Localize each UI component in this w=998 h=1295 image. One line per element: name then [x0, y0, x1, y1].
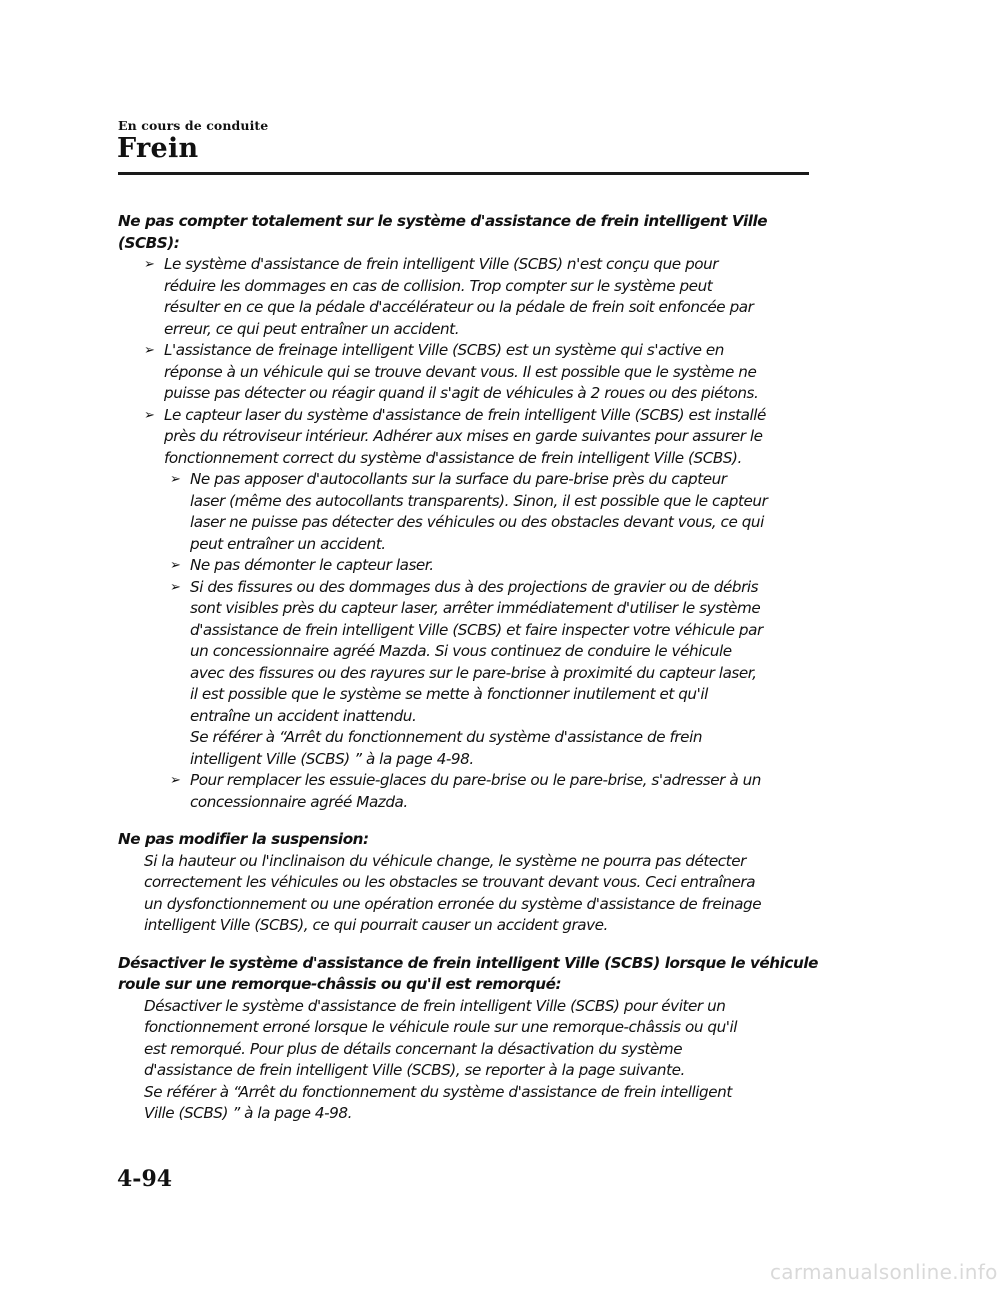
text-line: Désactiver le système d'assistance de frein intelligent Ville (SCBS) pour éviter un	[144, 996, 726, 1015]
text-line: Le capteur laser du système d'assistance de frein intelligent Ville (SCBS) est installé	[164, 405, 766, 424]
sub-bullet-item	[170, 770, 816, 813]
arrow-bullet-icon: ➢	[144, 343, 155, 358]
watermark: carmanualsonline.info	[770, 1260, 998, 1284]
suspension-warning-block	[118, 829, 816, 937]
text-line: L'assistance de freinage intelligent Ville (SCBS) est un système qui s'active en	[164, 341, 724, 359]
heading-line: Ne pas modifier la suspension:	[118, 830, 369, 848]
text-line: Si des fissures ou des dommages dus à des projections de gravier ou de débris	[190, 577, 759, 596]
cross-reference: Se référer à “Arrêt du fonctionnement du système d'assistance de frein	[190, 728, 703, 746]
page-number: 4-94	[117, 1166, 173, 1192]
heading-line: roule sur une remorque-châssis ou qu'il est remorqué:	[118, 975, 562, 993]
heading-line: Ne pas compter totalement sur le système d'assistance de frein intelligent Ville	[118, 212, 768, 230]
bullet-text	[190, 469, 767, 555]
arrow-bullet-icon: ➢	[144, 257, 155, 272]
text-line: entraîne un accident inattendu.	[190, 706, 417, 725]
text-line: Le système d'assistance de frein intelligent Ville (SCBS) n'est conçu que pour	[164, 255, 719, 273]
arrow-bullet-icon: ➢	[170, 773, 181, 788]
heading-line: (SCBS):	[118, 233, 180, 252]
bullet-item	[144, 405, 816, 470]
title-divider	[118, 172, 809, 175]
bullet-item	[144, 254, 816, 340]
trailer-warning-block	[118, 953, 816, 1125]
suspension-warning-heading	[118, 829, 816, 851]
section-label: En cours de conduite	[118, 118, 269, 133]
text-line: sont visibles près du capteur laser, arrêter immédiatement d'utiliser le système	[190, 599, 761, 617]
text-line: Pour remplacer les essuie-glaces du pare-brise ou le pare-brise, s'adresser à un	[190, 771, 761, 789]
warning-body	[118, 211, 816, 1141]
text-line: Si la hauteur ou l'inclinaison du véhicule change, le système ne pourra pas détecter	[144, 851, 746, 870]
bullet-text	[164, 405, 766, 470]
bullet-text	[164, 254, 753, 340]
text-line: laser (même des autocollants transparents). Sinon, il est possible que le capteur	[190, 491, 768, 510]
sub-bullet-item	[170, 469, 816, 555]
arrow-bullet-icon: ➢	[170, 558, 181, 573]
text-line: Ne pas apposer d'autocollants sur la surface du pare-brise près du capteur	[190, 470, 727, 488]
text-line: concessionnaire agréé Mazda.	[190, 792, 408, 811]
suspension-warning-text	[144, 851, 816, 937]
text-line: près du rétroviseur intérieur. Adhérer aux mises en garde suivantes pour assurer le	[164, 427, 763, 445]
text-line: fonctionnement correct du système d'assistance de frein intelligent Ville (SCBS).	[164, 448, 742, 467]
cross-reference: Se référer à “Arrêt du fonctionnement du système d'assistance de frein intelligent	[144, 1082, 732, 1101]
text-line: un concessionnaire agréé Mazda. Si vous continuez de conduire le véhicule	[190, 642, 732, 660]
text-line: est remorqué. Pour plus de détails concernant la désactivation du système	[144, 1039, 683, 1058]
bullet-text	[190, 577, 763, 771]
text-line: d'assistance de frein intelligent Ville (SCBS) et faire inspecter votre véhicule par	[190, 620, 763, 639]
sub-bullet-item	[170, 555, 816, 577]
page-title: Frein	[117, 133, 199, 164]
trailer-warning-text	[144, 996, 816, 1125]
bullet-text	[190, 770, 761, 813]
text-line: intelligent Ville (SCBS), ce qui pourrait causer un accident grave.	[144, 916, 608, 934]
text-line: un dysfonctionnement ou une opération erronée du système d'assistance de freinage	[144, 894, 762, 913]
text-line: il est possible que le système se mette à fonctionner inutilement et qu'il	[190, 685, 708, 703]
text-line: réponse à un véhicule qui se trouve devant vous. Il est possible que le système ne	[164, 362, 757, 381]
text-line: résulter en ce que la pédale d'accélérateur ou la pédale de frein soit enfoncée par	[164, 298, 754, 316]
text-line: correctement les véhicules ou les obstacles se trouvant devant vous. Ceci entraînera	[144, 873, 756, 891]
text-line: d'assistance de frein intelligent Ville (SCBS), se reporter à la page suivante.	[144, 1061, 685, 1079]
text-line: laser ne puisse pas détecter des véhicules ou des obstacles devant vous, ce qui	[190, 513, 764, 531]
scbs-warning-heading	[118, 211, 816, 254]
heading-line: Désactiver le système d'assistance de frein intelligent Ville (SCBS) lorsque le véhicule	[118, 953, 818, 972]
bullet-text	[190, 555, 434, 577]
bullet-item	[144, 340, 816, 405]
arrow-bullet-icon: ➢	[170, 472, 181, 487]
text-line: puisse pas détecter ou réagir quand il s'agit de véhicules à 2 roues ou des piétons.	[164, 384, 759, 402]
text-line: Ne pas démonter le capteur laser.	[190, 556, 434, 574]
text-line: avec des fissures ou des rayures sur le pare-brise à proximité du capteur laser,	[190, 663, 757, 682]
cross-reference: intelligent Ville (SCBS) ” à la page 4-98.	[190, 749, 474, 768]
bullet-text	[164, 340, 758, 405]
text-line: fonctionnement erroné lorsque le véhicule roule sur une remorque-châssis ou qu'il	[144, 1018, 738, 1036]
arrow-bullet-icon: ➢	[170, 579, 181, 595]
arrow-bullet-icon: ➢	[144, 407, 155, 423]
text-line: réduire les dommages en cas de collision. Trop compter sur le système peut	[164, 276, 713, 295]
text-line: peut entraîner un accident.	[190, 534, 386, 553]
cross-reference: Ville (SCBS) ” à la page 4-98.	[144, 1104, 352, 1122]
sub-bullet-item	[170, 577, 816, 771]
trailer-warning-heading	[118, 953, 816, 996]
scbs-warning-block	[118, 211, 816, 813]
text-line: erreur, ce qui peut entraîner un accident.	[164, 319, 460, 338]
